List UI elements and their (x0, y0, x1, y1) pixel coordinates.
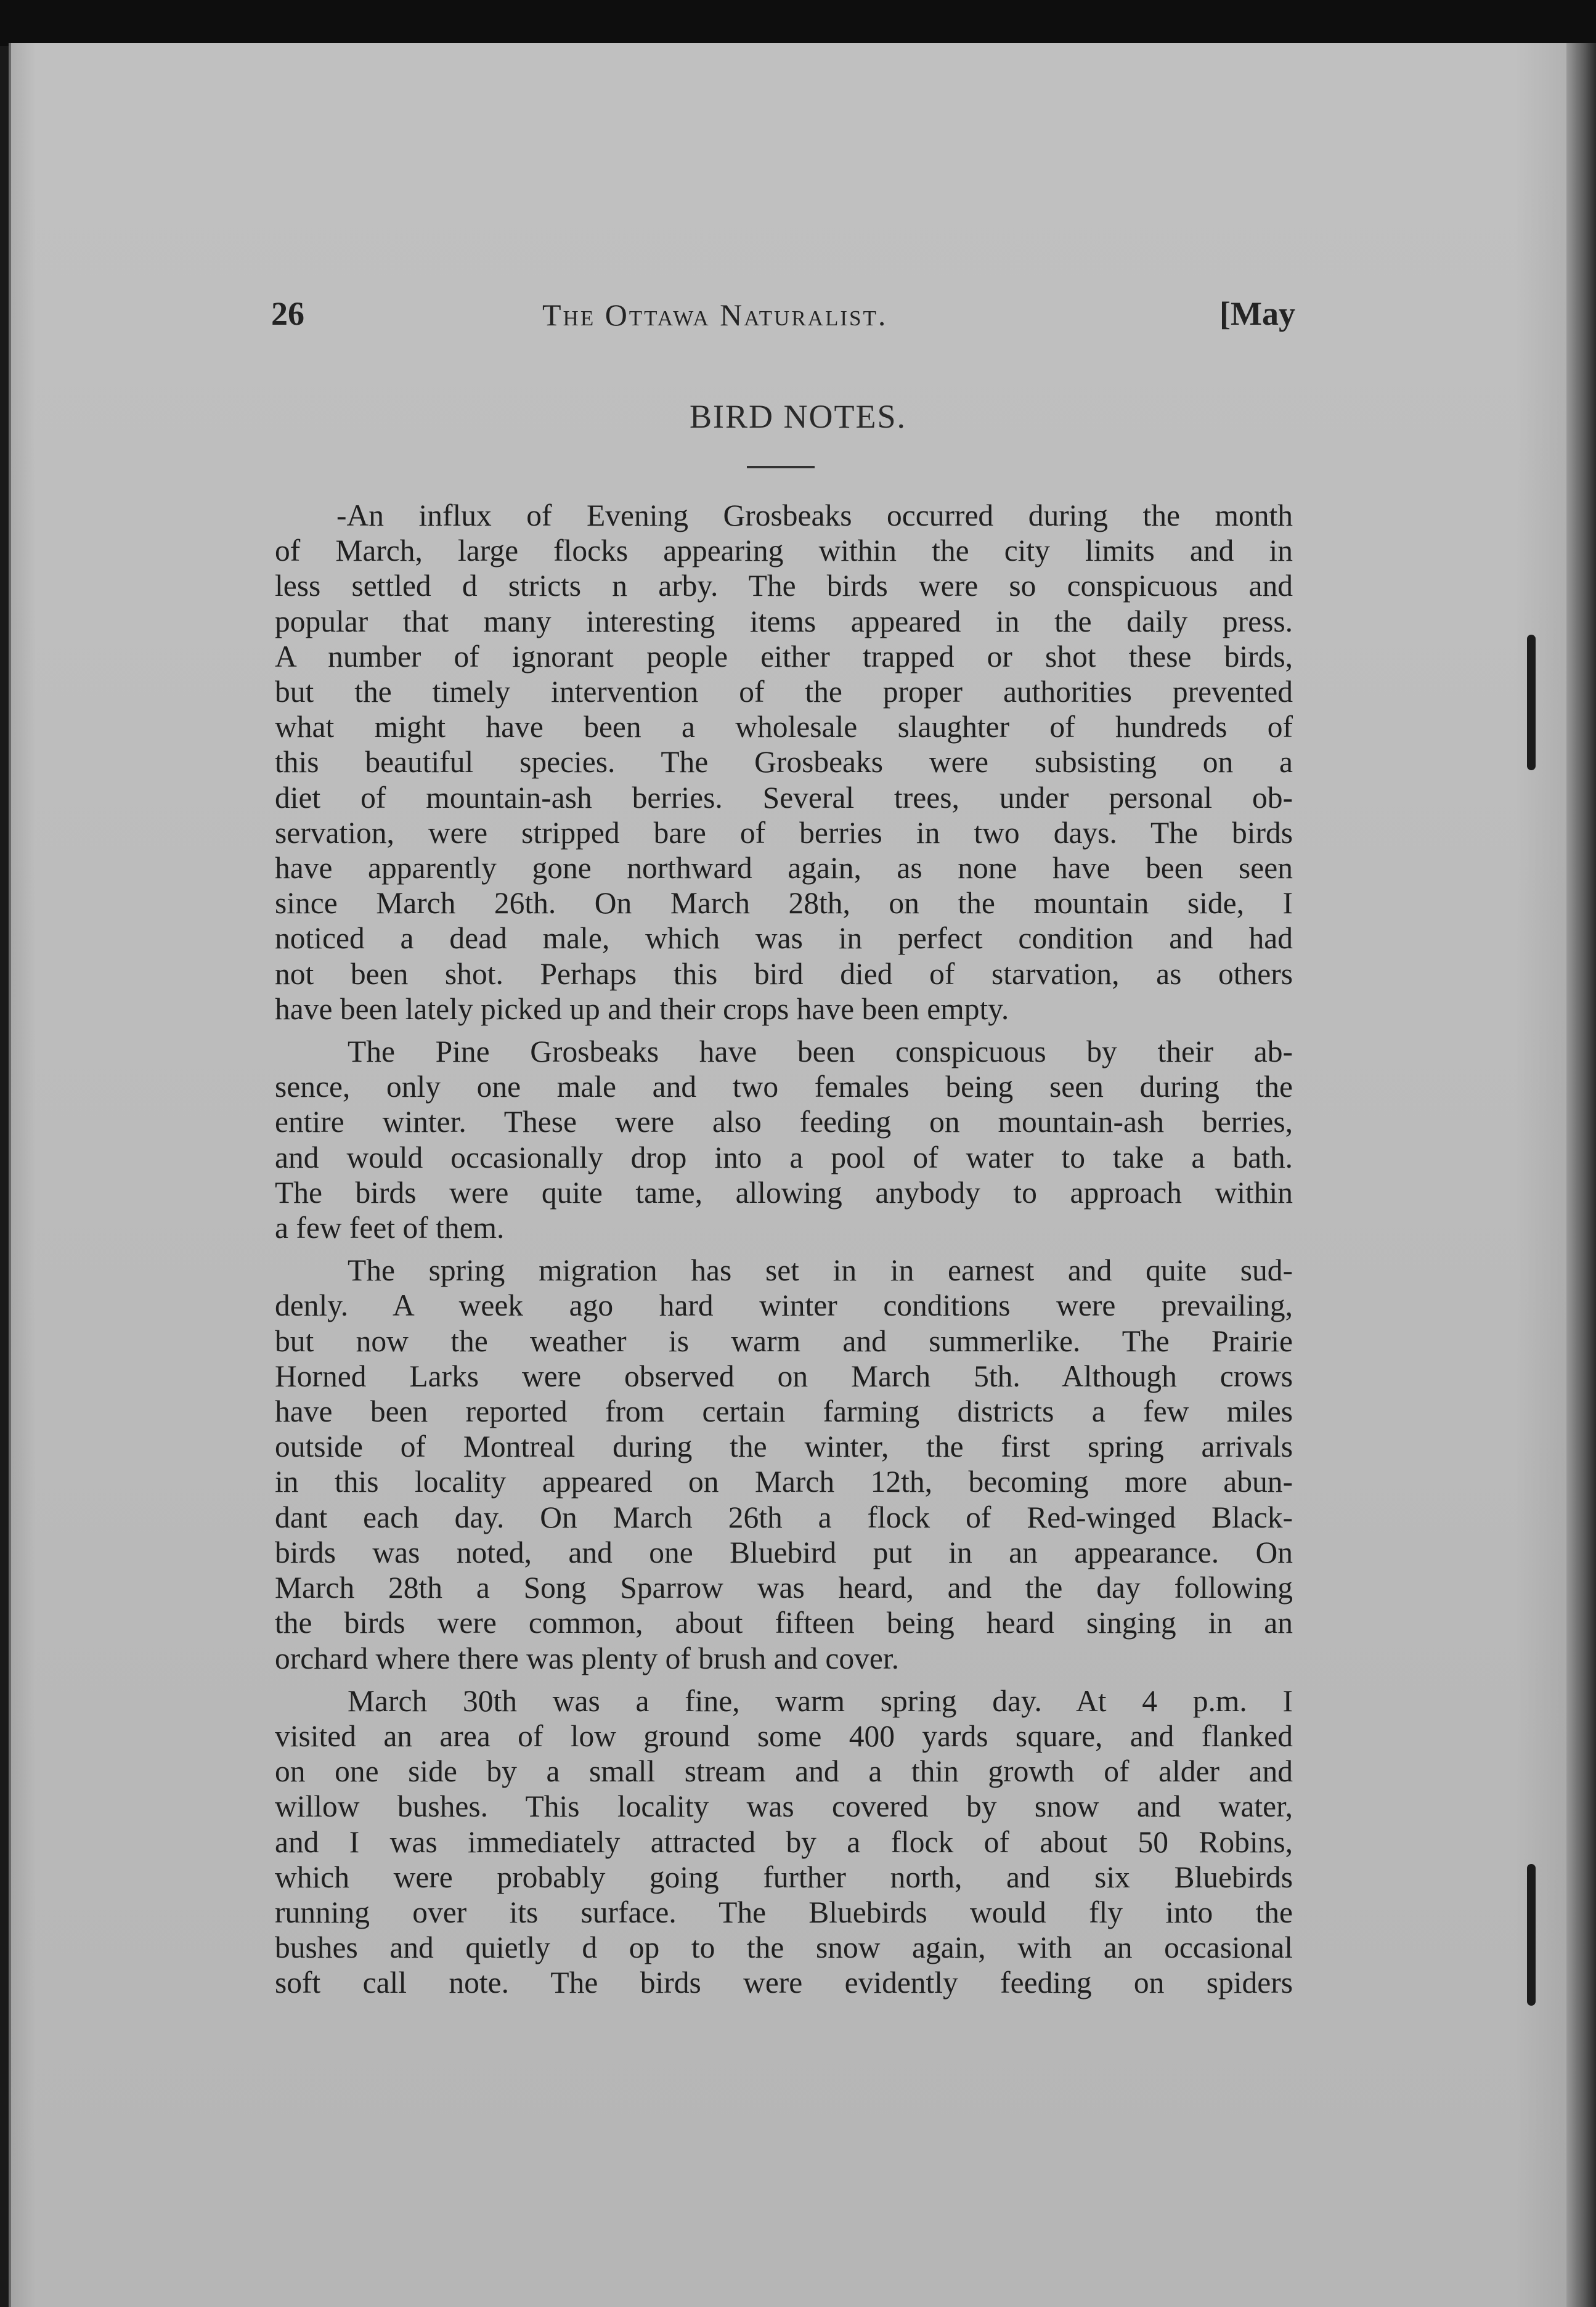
article-body (275, 498, 1293, 2008)
text-line: March 30th was a fine, warm spring day. At 4 p.m. I (348, 1683, 1293, 1718)
text-line: birds was noted, and one Bluebird put in an appearance. On (275, 1535, 1293, 1569)
paragraph (275, 1253, 1293, 1675)
text-line: denly. A week ago hard winter conditions were prevailing, (275, 1288, 1293, 1323)
text-line: have been reported from certain farming districts a few miles (275, 1394, 1293, 1429)
paragraph (275, 1683, 1293, 2001)
page-number: 26 (271, 295, 304, 332)
text-line: the birds were common, about fifteen being heard singing in an (275, 1606, 1293, 1640)
text-line: dant each day. On March 26th a flock of Red-winged Black- (275, 1500, 1293, 1534)
text-line: diet of mountain-ash berries. Several trees, under personal ob- (275, 780, 1293, 815)
text-line: The Pine Grosbeaks have been conspicuous by their ab- (348, 1035, 1293, 1069)
text-line: visited an area of low ground some 400 yards square, and flanked (275, 1719, 1293, 1753)
text-line: of March, large flocks appearing within the city limits and in (275, 534, 1293, 568)
text-line: have been lately picked up and their crops have been empty. (275, 991, 1009, 1026)
text-line: bushes and quietly d op to the snow again, with an occasional (275, 1931, 1293, 1965)
text-line: soft call note. The birds were evidently feeding on spiders (275, 1966, 1293, 2000)
running-head (271, 295, 1295, 338)
text-line: noticed a dead male, which was in perfect condition and had (275, 921, 1293, 956)
text-line: outside of Montreal during the winter, the first spring arrivals (275, 1430, 1293, 1464)
text-line: sence, only one male and two females being seen during the (275, 1070, 1293, 1104)
text-line: this beautiful species. The Grosbeaks were subsisting on a (275, 745, 1293, 779)
text-line: servation, were stripped bare of berries in two days. The birds (275, 815, 1293, 850)
text-line: Horned Larks were observed on March 5th. Although crows (275, 1359, 1293, 1393)
text-line: in this locality appeared on March 12th, becoming more abun- (275, 1465, 1293, 1499)
text-line: entire winter. These were also feeding on mountain-ash berries, (275, 1105, 1293, 1139)
title-rule (747, 466, 815, 468)
text-line: willow bushes. This locality was covered by snow and water, (275, 1789, 1293, 1824)
text-line: a few feet of them. (275, 1211, 505, 1245)
issue-month: [May (1219, 295, 1295, 332)
journal-title: The Ottawa Naturalist. (542, 298, 888, 332)
paragraph (275, 1034, 1293, 1245)
text-line: not been shot. Perhaps this bird died of starvation, as others (275, 956, 1293, 991)
page-edge-shadow (1566, 43, 1596, 2307)
text-line: since March 26th. On March 28th, on the mountain side, I (275, 886, 1293, 921)
text-line: but the timely intervention of the proper authorities prevented (275, 675, 1293, 709)
text-line: on one side by a small stream and a thin growth of alder and (275, 1754, 1293, 1789)
binding-clip-mark (1527, 635, 1536, 770)
scan-top-band (0, 0, 1596, 46)
text-line: and would occasionally drop into a pool of water to take a bath. (275, 1140, 1293, 1174)
binding-clip-mark (1527, 1864, 1536, 2006)
text-line: -An influx of Evening Grosbeaks occurred during the month (336, 498, 1293, 532)
text-line: The birds were quite tame, allowing anybody to approach within (275, 1175, 1293, 1210)
text-line: and I was immediately attracted by a flock of about 50 Robins, (275, 1825, 1293, 1859)
text-line: March 28th a Song Sparrow was heard, and the day following (275, 1571, 1293, 1605)
text-line: orchard where there was plenty of brush and cover. (275, 1641, 899, 1675)
text-line: which were probably going further north, and six Bluebirds (275, 1860, 1293, 1894)
text-line: The spring migration has set in in earnest and quite sud- (348, 1253, 1293, 1288)
text-line: but now the weather is warm and summerlike. The Prairie (275, 1324, 1293, 1358)
text-line: A number of ignorant people either trapped or shot these birds, (275, 639, 1293, 673)
paragraph (275, 498, 1293, 1027)
article-title: BIRD NOTES. (689, 398, 906, 435)
text-line: have apparently gone northward again, as none have been seen (275, 851, 1293, 885)
text-line: running over its surface. The Bluebirds would fly into the (275, 1895, 1293, 1929)
text-line: what might have been a wholesale slaughter of hundreds of (275, 710, 1293, 744)
text-line: less settled d stricts n arby. The birds were so conspicuous and (275, 569, 1293, 603)
text-line: popular that many interesting items appeared in the daily press. (275, 604, 1293, 638)
